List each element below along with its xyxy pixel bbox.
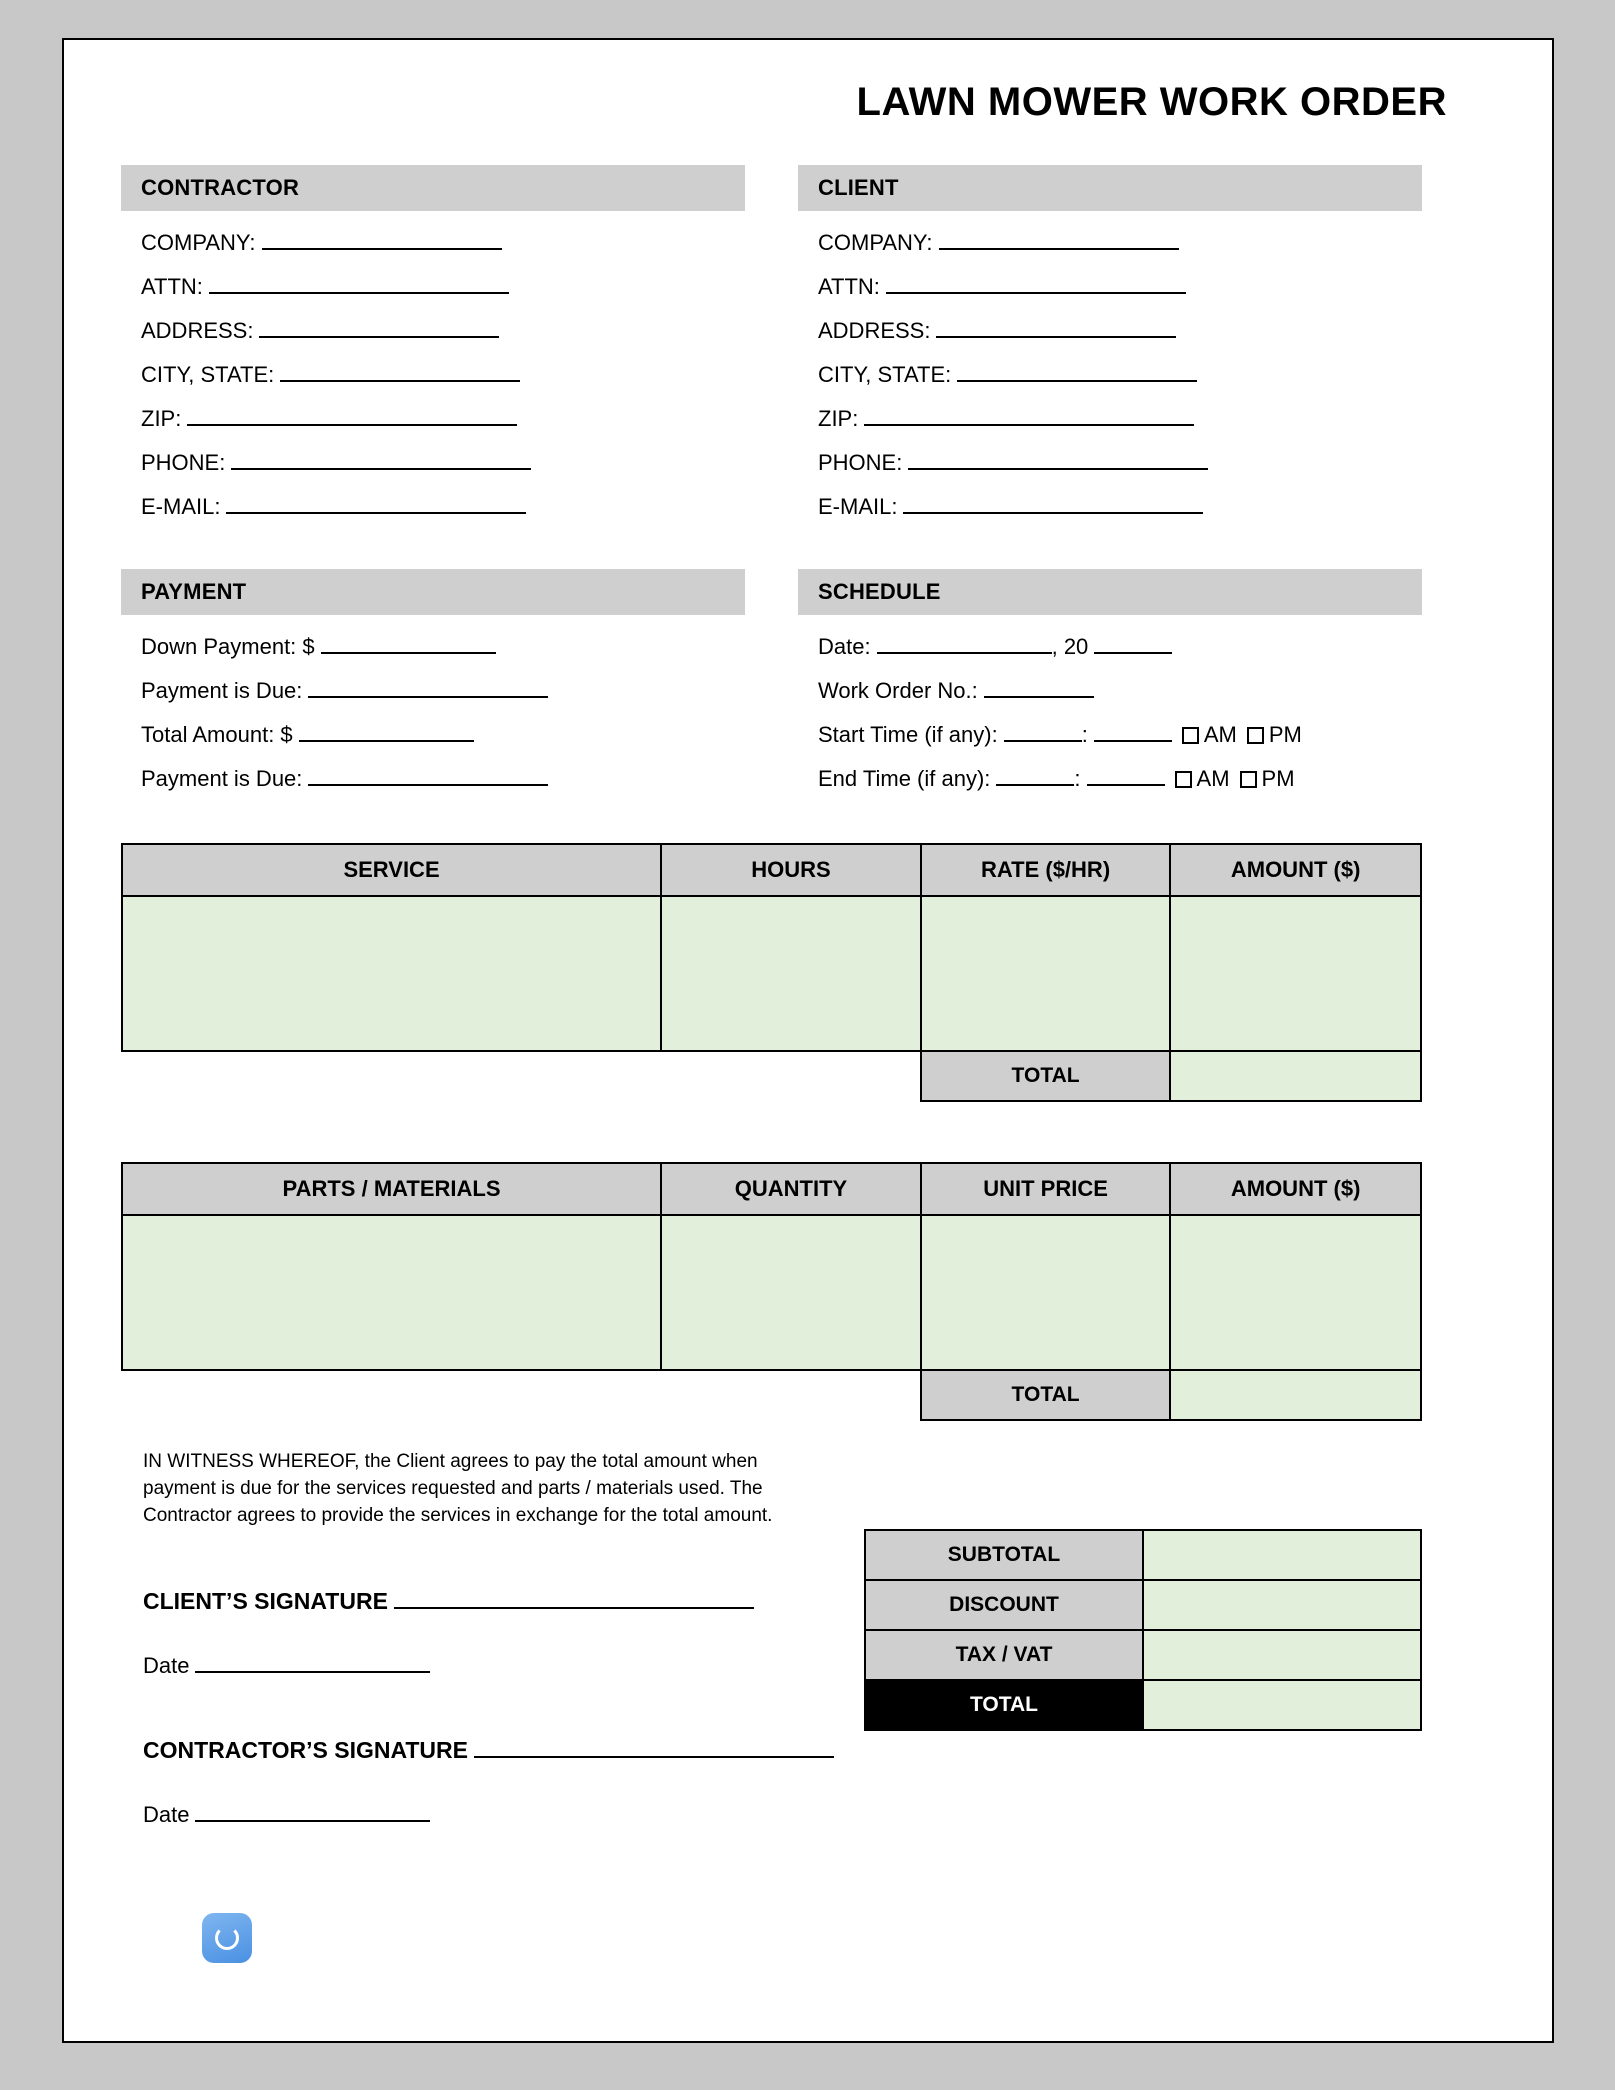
parts-quantity-cell[interactable] bbox=[661, 1215, 921, 1370]
parts-materials-cell[interactable] bbox=[122, 1215, 661, 1370]
services-hours-cell[interactable] bbox=[661, 896, 921, 1051]
client-column bbox=[798, 165, 1422, 529]
contractor-attn-label: ATTN: bbox=[141, 274, 203, 299]
client-email-input[interactable] bbox=[903, 494, 1203, 514]
totals-table bbox=[864, 1529, 1422, 1731]
client-phone-row bbox=[798, 441, 1422, 485]
contractor-zip-row bbox=[121, 397, 745, 441]
discount-row bbox=[865, 1580, 1421, 1630]
parts-total-row bbox=[122, 1370, 1421, 1420]
schedule-date-row bbox=[798, 625, 1422, 669]
grand-total-value[interactable] bbox=[1143, 1680, 1421, 1730]
payment-fields bbox=[121, 625, 745, 801]
payment-due-row-2 bbox=[121, 757, 745, 801]
subtotal-row bbox=[865, 1530, 1421, 1580]
services-col-rate: RATE ($/HR) bbox=[921, 844, 1170, 896]
payment-due-label-2: Payment is Due: bbox=[141, 766, 303, 791]
parts-header-row bbox=[122, 1163, 1421, 1215]
page-title: LAWN MOWER WORK ORDER bbox=[856, 80, 1447, 124]
schedule-year-prefix: , 20 bbox=[1051, 634, 1089, 659]
contractor-signature-label: CONTRACTOR’S SIGNATURE bbox=[143, 1736, 468, 1763]
client-signature-label: CLIENT’S SIGNATURE bbox=[143, 1587, 388, 1614]
parts-amount-cell[interactable] bbox=[1170, 1215, 1421, 1370]
client-heading: CLIENT bbox=[798, 165, 1422, 211]
parts-total-label: TOTAL bbox=[921, 1370, 1170, 1420]
payment-column bbox=[121, 569, 745, 801]
work-order-no-input[interactable] bbox=[984, 678, 1094, 698]
client-citystate-input[interactable] bbox=[957, 362, 1197, 382]
parts-table-wrap bbox=[64, 1162, 1552, 1421]
payment-due-label-1: Payment is Due: bbox=[141, 678, 303, 703]
discount-value[interactable] bbox=[1143, 1580, 1421, 1630]
contractor-citystate-input[interactable] bbox=[280, 362, 520, 382]
contractor-signature-row bbox=[143, 1737, 834, 1764]
client-zip-label: ZIP: bbox=[818, 406, 859, 431]
services-col-amount: AMOUNT ($) bbox=[1170, 844, 1421, 896]
client-signature-row bbox=[143, 1588, 834, 1615]
tax-value[interactable] bbox=[1143, 1630, 1421, 1680]
schedule-year-input[interactable] bbox=[1094, 634, 1172, 654]
parts-col-materials: PARTS / MATERIALS bbox=[122, 1163, 661, 1215]
contractor-date-label: Date bbox=[143, 1801, 190, 1827]
contractor-zip-label: ZIP: bbox=[141, 406, 182, 431]
services-total-spacer-2 bbox=[661, 1051, 921, 1101]
start-time-label: Start Time (if any): bbox=[818, 722, 998, 747]
end-time-label: End Time (if any): bbox=[818, 766, 991, 791]
payment-schedule-section bbox=[64, 569, 1552, 801]
total-amount-row bbox=[121, 713, 745, 757]
start-time-am-checkbox[interactable] bbox=[1182, 727, 1199, 744]
contractor-address-input[interactable] bbox=[259, 318, 499, 338]
client-address-row bbox=[798, 309, 1422, 353]
client-fields bbox=[798, 221, 1422, 529]
client-date-label: Date bbox=[143, 1652, 190, 1678]
client-address-input[interactable] bbox=[936, 318, 1176, 338]
services-col-hours: HOURS bbox=[661, 844, 921, 896]
client-company-row bbox=[798, 221, 1422, 265]
client-citystate-label: CITY, STATE: bbox=[818, 362, 952, 387]
down-payment-label: Down Payment: $ bbox=[141, 634, 315, 659]
client-company-label: COMPANY: bbox=[818, 230, 933, 255]
parts-total-value[interactable] bbox=[1170, 1370, 1421, 1420]
payment-due-input-2[interactable] bbox=[308, 766, 548, 786]
end-time-pm-label: PM bbox=[1261, 766, 1295, 791]
contractor-company-label: COMPANY: bbox=[141, 230, 256, 255]
grand-total-label: TOTAL bbox=[865, 1680, 1143, 1730]
start-time-am-label: AM bbox=[1203, 722, 1237, 747]
parts-total-spacer-2 bbox=[661, 1370, 921, 1420]
services-total-spacer-1 bbox=[122, 1051, 661, 1101]
client-zip-input[interactable] bbox=[864, 406, 1194, 426]
down-payment-row bbox=[121, 625, 745, 669]
contractor-citystate-row bbox=[121, 353, 745, 397]
grand-total-row bbox=[865, 1680, 1421, 1730]
brand-logo-icon bbox=[202, 1913, 252, 1963]
end-time-hours-input[interactable] bbox=[996, 766, 1074, 786]
contractor-address-label: ADDRESS: bbox=[141, 318, 254, 343]
contractor-heading: CONTRACTOR bbox=[121, 165, 745, 211]
start-time-row bbox=[798, 713, 1422, 757]
client-citystate-row bbox=[798, 353, 1422, 397]
contractor-phone-row bbox=[121, 441, 745, 485]
contractor-email-row bbox=[121, 485, 745, 529]
schedule-column bbox=[798, 569, 1422, 801]
start-time-separator: : bbox=[1081, 722, 1088, 747]
contractor-date-input[interactable] bbox=[195, 1802, 430, 1822]
start-time-hours-input[interactable] bbox=[1004, 722, 1082, 742]
schedule-fields bbox=[798, 625, 1422, 801]
contractor-email-input[interactable] bbox=[226, 494, 526, 514]
payment-due-input-1[interactable] bbox=[308, 678, 548, 698]
total-amount-input[interactable] bbox=[299, 722, 474, 742]
bottom-section bbox=[64, 1443, 1552, 1828]
payment-heading: PAYMENT bbox=[121, 569, 745, 615]
start-time-minutes-input[interactable] bbox=[1094, 722, 1172, 742]
work-order-no-label: Work Order No.: bbox=[818, 678, 978, 703]
contractor-fields bbox=[121, 221, 745, 529]
client-date-row bbox=[143, 1653, 834, 1679]
parts-col-amount: AMOUNT ($) bbox=[1170, 1163, 1421, 1215]
client-email-label: E-MAIL: bbox=[818, 494, 898, 519]
start-time-pm-label: PM bbox=[1268, 722, 1302, 747]
discount-label: DISCOUNT bbox=[865, 1580, 1143, 1630]
subtotal-label: SUBTOTAL bbox=[865, 1530, 1143, 1580]
totals-column bbox=[864, 1443, 1422, 1828]
services-rate-cell[interactable] bbox=[921, 896, 1170, 1051]
end-time-minutes-input[interactable] bbox=[1087, 766, 1165, 786]
start-time-pm-checkbox[interactable] bbox=[1247, 727, 1264, 744]
contractor-column bbox=[121, 165, 745, 529]
tax-label: TAX / VAT bbox=[865, 1630, 1143, 1680]
schedule-date-label: Date: bbox=[818, 634, 871, 659]
client-attn-input[interactable] bbox=[886, 274, 1186, 294]
services-col-service: SERVICE bbox=[122, 844, 661, 896]
down-payment-input[interactable] bbox=[321, 634, 496, 654]
client-phone-label: PHONE: bbox=[818, 450, 903, 475]
end-time-am-checkbox[interactable] bbox=[1175, 771, 1192, 788]
parts-col-quantity: QUANTITY bbox=[661, 1163, 921, 1215]
total-amount-label: Total Amount: $ bbox=[141, 722, 293, 747]
parts-col-unit-price: UNIT PRICE bbox=[921, 1163, 1170, 1215]
services-entry-row bbox=[122, 896, 1421, 1051]
contractor-company-row bbox=[121, 221, 745, 265]
schedule-date-input[interactable] bbox=[877, 634, 1052, 654]
contractor-email-label: E-MAIL: bbox=[141, 494, 221, 519]
contractor-phone-input[interactable] bbox=[231, 450, 531, 470]
services-table bbox=[121, 843, 1422, 1102]
parts-entry-row bbox=[122, 1215, 1421, 1370]
services-header-row bbox=[122, 844, 1421, 896]
services-total-row bbox=[122, 1051, 1421, 1101]
work-order-no-row bbox=[798, 669, 1422, 713]
services-total-value[interactable] bbox=[1170, 1051, 1421, 1101]
end-time-separator: : bbox=[1074, 766, 1081, 791]
contractor-citystate-label: CITY, STATE: bbox=[141, 362, 275, 387]
parts-table bbox=[121, 1162, 1422, 1421]
end-time-pm-checkbox[interactable] bbox=[1240, 771, 1257, 788]
payment-due-row-1 bbox=[121, 669, 745, 713]
client-zip-row bbox=[798, 397, 1422, 441]
witness-clause: IN WITNESS WHEREOF, the Client agrees to pay the total amount when payment is due for the services requested and parts / materials used. The Contractor agrees to provide the services in exchange for the total amount. bbox=[143, 1451, 773, 1526]
schedule-heading: SCHEDULE bbox=[798, 569, 1422, 615]
services-amount-cell[interactable] bbox=[1170, 896, 1421, 1051]
client-address-label: ADDRESS: bbox=[818, 318, 931, 343]
parties-section bbox=[64, 165, 1552, 529]
client-attn-label: ATTN: bbox=[818, 274, 880, 299]
client-signature-input[interactable] bbox=[394, 1589, 754, 1609]
contractor-company-input[interactable] bbox=[262, 230, 502, 250]
contractor-attn-input[interactable] bbox=[209, 274, 509, 294]
contractor-phone-label: PHONE: bbox=[141, 450, 226, 475]
client-email-row bbox=[798, 485, 1422, 529]
document-sheet bbox=[62, 38, 1554, 2043]
client-date-input[interactable] bbox=[195, 1653, 430, 1673]
contractor-address-row bbox=[121, 309, 745, 353]
parts-total-spacer-1 bbox=[122, 1370, 661, 1420]
services-table-wrap bbox=[64, 843, 1552, 1102]
subtotal-value[interactable] bbox=[1143, 1530, 1421, 1580]
end-time-row bbox=[798, 757, 1422, 801]
end-time-am-label: AM bbox=[1196, 766, 1230, 791]
parts-unit-price-cell[interactable] bbox=[921, 1215, 1170, 1370]
client-phone-input[interactable] bbox=[908, 450, 1208, 470]
services-total-label: TOTAL bbox=[921, 1051, 1170, 1101]
tax-row bbox=[865, 1630, 1421, 1680]
services-service-cell[interactable] bbox=[122, 896, 661, 1051]
contractor-signature-input[interactable] bbox=[474, 1738, 834, 1758]
contractor-date-row bbox=[143, 1802, 834, 1828]
contractor-attn-row bbox=[121, 265, 745, 309]
client-company-input[interactable] bbox=[939, 230, 1179, 250]
contractor-zip-input[interactable] bbox=[187, 406, 517, 426]
client-attn-row bbox=[798, 265, 1422, 309]
signature-column bbox=[121, 1443, 834, 1828]
